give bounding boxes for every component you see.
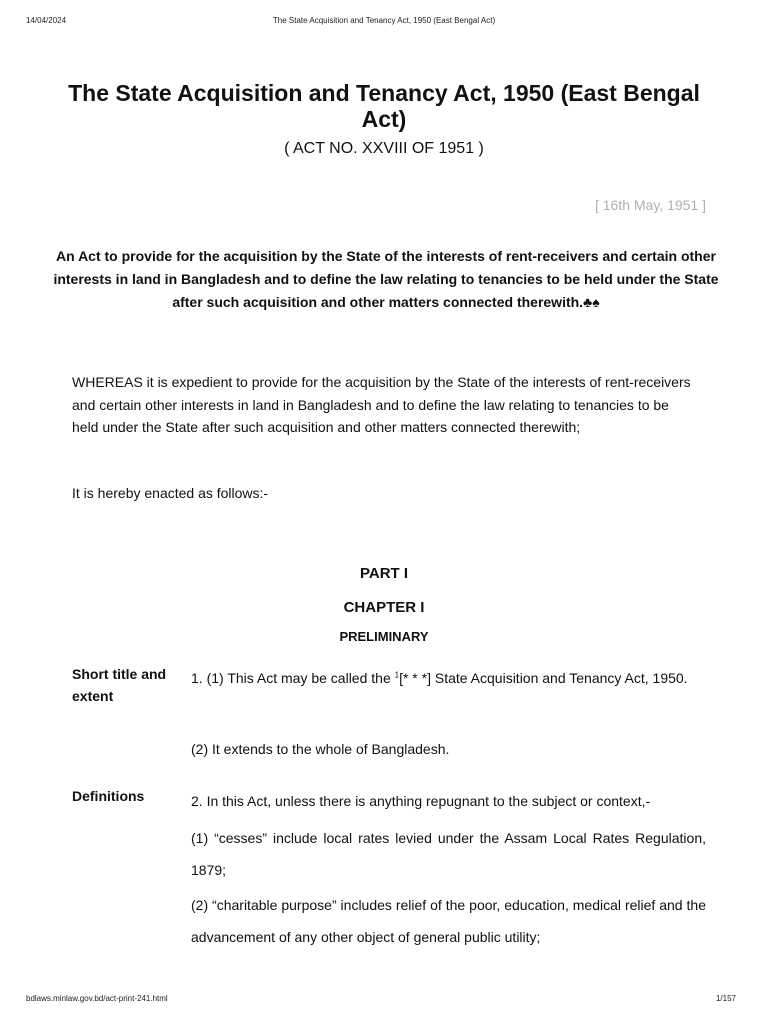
- clause-text-start: 1. (1) This Act may be called the: [191, 670, 395, 686]
- section-1-clause-1: [191, 662, 706, 694]
- margin-note-definitions: Definitions: [72, 788, 145, 804]
- act-title: The State Acquisition and Tenancy Act, 1950 (East Bengal Act): [68, 80, 700, 132]
- definition-charitable-purpose: (2) “charitable purpose” includes relief of the poor, education, medical relief and the advancement of any other object of general public utility;: [191, 897, 706, 945]
- print-date: 14/04/2024: [26, 16, 67, 25]
- definition-cesses: (1) “cesses” include local rates levied under the Assam Local Rates Regulation, 1879;: [191, 830, 706, 878]
- enacting-clause: It is hereby enacted as follows:-: [72, 485, 269, 501]
- long-title: An Act to provide for the acquisition by the State of the interests of rent-receivers and certain other interests in land in Bangladesh and to define the law relating to tenancies to be held under the State after such acquisition and other matters connected therewith.♣♠: [53, 248, 719, 310]
- section-1-clause-2: (2) It extends to the whole of Bangladesh.: [191, 741, 450, 757]
- clause-text-end: [* * *] State Acquisition and Tenancy Act, 1950.: [399, 670, 688, 686]
- footnote-ref[interactable]: 1: [394, 670, 400, 680]
- page-number: 1/157: [715, 994, 736, 1003]
- act-number: ( ACT NO. XXVIII OF 1951 ): [284, 140, 484, 157]
- part-heading: PART I: [359, 565, 409, 582]
- section-2-intro: 2. In this Act, unless there is anything repugnant to the subject or context,-: [191, 793, 651, 809]
- print-url: bdlaws.minlaw.gov.bd/act-print-241.html: [26, 994, 168, 1003]
- print-header-title: The State Acquisition and Tenancy Act, 1950 (East Bengal Act): [272, 16, 496, 25]
- whereas-clause: WHEREAS it is expedient to provide for the acquisition by the State of the interests of rent-receivers and certain other interests in land in Bangladesh and to define the law relating to tenancies to be held under the State after such acquisition and other matters connected therewith;: [72, 374, 691, 435]
- margin-note-short-title: Short title and extent: [72, 666, 167, 704]
- act-date: [ 16th May, 1951 ]: [594, 197, 706, 213]
- chapter-title: PRELIMINARY: [339, 629, 429, 644]
- chapter-heading: CHAPTER I: [343, 599, 425, 616]
